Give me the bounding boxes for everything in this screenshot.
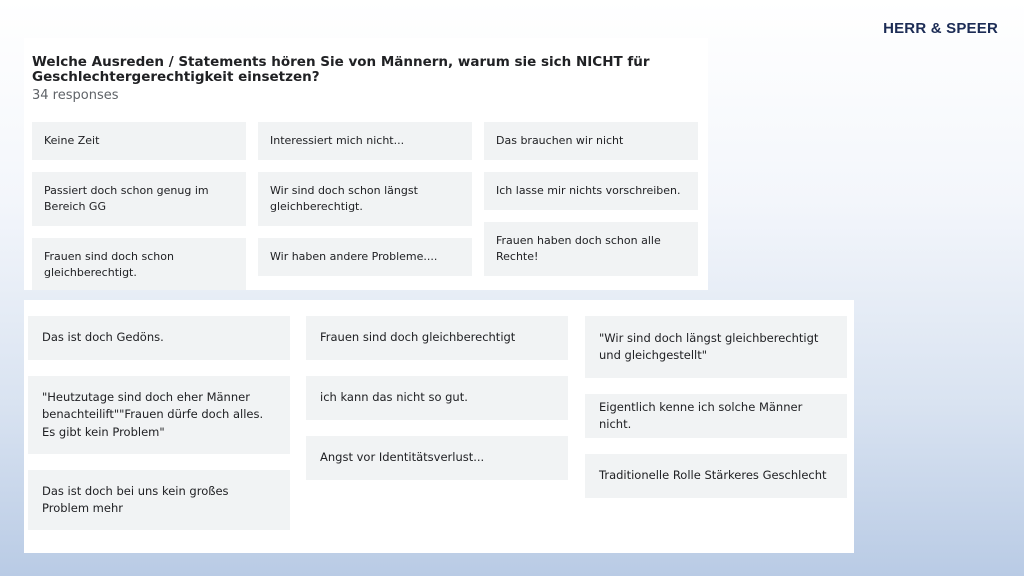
responses-panel-top — [24, 38, 708, 290]
response-card: "Wir sind doch längst gleichberechtigt und gleichgestellt" — [585, 316, 847, 378]
response-card: Eigentlich kenne ich solche Männer nicht. — [585, 394, 847, 438]
response-card: Angst vor Identitätsverlust... — [306, 436, 568, 480]
response-card: Wir haben andere Probleme.... — [258, 238, 472, 276]
response-column-3 — [585, 316, 847, 498]
brand-logo-text: HERR & SPEER — [883, 20, 998, 37]
response-card: Das ist doch bei uns kein großes Problem mehr — [28, 470, 290, 530]
response-column-3 — [484, 122, 698, 276]
responses-count: 34 responses — [32, 88, 119, 103]
response-column-2 — [258, 122, 472, 276]
response-card: Wir sind doch schon längst gleichberechtigt. — [258, 172, 472, 226]
response-card: Keine Zeit — [32, 122, 246, 160]
responses-panel-bottom — [24, 300, 854, 553]
response-card: Ich lasse mir nichts vorschreiben. — [484, 172, 698, 210]
response-card: Frauen sind doch gleichberechtigt — [306, 316, 568, 360]
response-card: Frauen sind doch schon gleichberechtigt. — [32, 238, 246, 290]
response-card: Frauen haben doch schon alle Rechte! — [484, 222, 698, 276]
response-card: Passiert doch schon genug im Bereich GG — [32, 172, 246, 226]
response-card: "Heutzutage sind doch eher Männer benachteilift""Frauen dürfe doch alles. Es gibt kein Problem" — [28, 376, 290, 454]
response-card: Das ist doch Gedöns. — [28, 316, 290, 360]
response-card: Traditionelle Rolle Stärkeres Geschlecht — [585, 454, 847, 498]
response-card: Interessiert mich nicht... — [258, 122, 472, 160]
question-title: Welche Ausreden / Statements hören Sie von Männern, warum sie sich NICHT für Geschlechtergerechtigkeit einsetzen? — [32, 54, 650, 85]
response-column-2 — [306, 316, 568, 480]
response-card: ich kann das nicht so gut. — [306, 376, 568, 420]
response-card: Das brauchen wir nicht — [484, 122, 698, 160]
response-column-1 — [28, 316, 290, 530]
response-column-1 — [32, 122, 246, 290]
